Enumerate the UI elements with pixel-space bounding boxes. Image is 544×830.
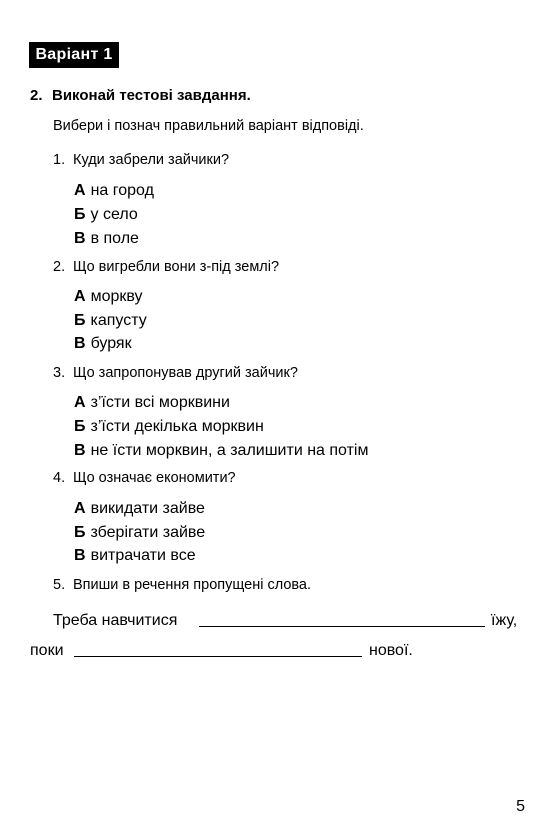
option-letter: Б bbox=[74, 312, 86, 329]
option-text: буряк bbox=[90, 335, 132, 352]
option-text: викидати зайве bbox=[90, 500, 205, 517]
option-letter: В bbox=[74, 335, 86, 352]
q3-option-a[interactable] bbox=[74, 394, 230, 412]
option-letter: А bbox=[74, 182, 86, 199]
fill-line2-start: поки bbox=[30, 642, 64, 659]
q1-option-c[interactable] bbox=[74, 230, 139, 248]
option-text: капусту bbox=[90, 312, 147, 329]
question-2 bbox=[53, 259, 279, 275]
question-number: 3. bbox=[53, 365, 66, 381]
question-text: Що означає економити? bbox=[73, 470, 236, 486]
q1-option-b[interactable] bbox=[74, 206, 138, 224]
option-text: не їсти морквин, а залишити на потім bbox=[90, 442, 369, 459]
question-text: Що вигребли вони з-під землі? bbox=[73, 259, 280, 275]
task-title: Виконай тестові завдання. bbox=[52, 87, 251, 104]
question-1 bbox=[53, 152, 229, 168]
option-letter: А bbox=[74, 394, 86, 411]
option-text: з’їсти декілька морквин bbox=[90, 418, 264, 435]
option-letter: Б bbox=[74, 524, 86, 541]
question-text: Що запропонував другий зайчик? bbox=[73, 365, 298, 381]
q2-option-b[interactable] bbox=[74, 312, 147, 330]
option-text: у село bbox=[90, 206, 138, 223]
option-text: моркву bbox=[90, 288, 143, 305]
page-number: 5 bbox=[516, 798, 525, 815]
option-letter: А bbox=[74, 288, 86, 305]
question-text: Впиши в речення пропущені слова. bbox=[73, 577, 312, 593]
question-3 bbox=[53, 365, 298, 381]
q1-option-a[interactable] bbox=[74, 182, 154, 200]
question-5 bbox=[53, 577, 311, 593]
q3-option-c[interactable] bbox=[74, 442, 368, 460]
fill-line1-start: Треба навчитися bbox=[53, 612, 178, 629]
task-heading bbox=[30, 87, 251, 104]
question-number: 5. bbox=[53, 577, 66, 593]
option-letter: Б bbox=[74, 418, 86, 435]
option-letter: В bbox=[74, 230, 86, 247]
option-text: в поле bbox=[90, 230, 139, 247]
option-letter: В bbox=[74, 547, 86, 564]
q2-option-c[interactable] bbox=[74, 335, 132, 353]
q4-option-a[interactable] bbox=[74, 500, 205, 518]
option-text: витрачати все bbox=[90, 547, 196, 564]
question-number: 1. bbox=[53, 152, 66, 168]
option-text: з’їсти всі морквини bbox=[90, 394, 230, 411]
q4-option-b[interactable] bbox=[74, 524, 205, 542]
question-number: 2. bbox=[53, 259, 66, 275]
question-text: Куди забрели зайчики? bbox=[73, 152, 230, 168]
option-letter: Б bbox=[74, 206, 86, 223]
fill-blank-2[interactable] bbox=[74, 656, 362, 657]
question-4 bbox=[53, 470, 236, 486]
option-letter: А bbox=[74, 500, 86, 517]
q4-option-c[interactable] bbox=[74, 547, 196, 565]
variant-label: Варіант 1 bbox=[29, 42, 119, 68]
fill-line2-end: нової. bbox=[369, 642, 413, 659]
task-instruction: Вибери і познач правильний варіант відповіді. bbox=[53, 118, 364, 134]
fill-line1-end: їжу, bbox=[491, 612, 518, 629]
question-number: 4. bbox=[53, 470, 66, 486]
option-letter: В bbox=[74, 442, 86, 459]
task-number: 2. bbox=[30, 87, 43, 104]
option-text: на город bbox=[90, 182, 154, 199]
fill-blank-1[interactable] bbox=[199, 626, 485, 627]
q3-option-b[interactable] bbox=[74, 418, 264, 436]
q2-option-a[interactable] bbox=[74, 288, 143, 306]
option-text: зберігати зайве bbox=[90, 524, 206, 541]
